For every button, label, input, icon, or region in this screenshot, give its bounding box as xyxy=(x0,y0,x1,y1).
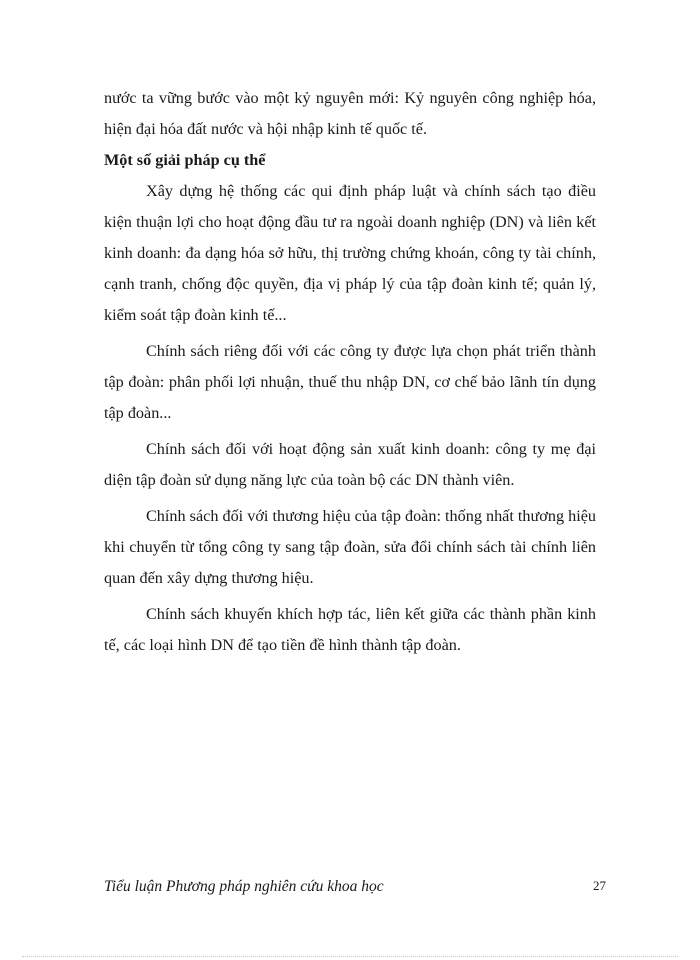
footer-title: Tiểu luận Phương pháp nghiên cứu khoa học xyxy=(104,878,384,895)
continuation-paragraph: nước ta vững bước vào một kỷ nguyên mới: Kỷ nguyên công nghiệp hóa, hiện đại hóa đất nước và hội nhập kinh tế quốc tế. xyxy=(104,89,596,138)
document-body xyxy=(104,83,596,666)
paragraph-legal-framework: Xây dựng hệ thống các qui định pháp luật và chính sách tạo điều kiện thuận lợi cho hoạt động đầu tư ra ngoài doanh nghiệp (DN) và liên kết kinh doanh: đa dạng hóa sở hữu, thị trường chứng khoán, công ty tài chính, cạnh tranh, chống độc quyền, địa vị pháp lý của tập đoàn kinh tế; quản lý, kiểm soát tập đoàn kinh tế... xyxy=(104,182,596,324)
section-heading: Một số giải pháp cụ thể xyxy=(104,151,266,169)
paragraph-brand-policy: Chính sách đối với thương hiệu của tập đoàn: thống nhất thương hiệu khi chuyển từ tổng công ty sang tập đoàn, sửa đổi chính sách tài chính liên quan đến xây dựng thương hiệu. xyxy=(104,507,596,587)
paragraph-business-operations-policy: Chính sách đối với hoạt động sản xuất kinh doanh: công ty mẹ đại diện tập đoàn sử dụng năng lực của toàn bộ các DN thành viên. xyxy=(104,440,596,489)
paragraph-cooperation-policy: Chính sách khuyến khích hợp tác, liên kết giữa các thành phần kinh tế, các loại hình DN để tạo tiền đề hình thành tập đoàn. xyxy=(104,605,596,654)
page-footer xyxy=(104,878,606,902)
paragraph-selected-companies-policy: Chính sách riêng đối với các công ty được lựa chọn phát triển thành tập đoàn: phân phối lợi nhuận, thuế thu nhập DN, cơ chế bảo lãnh tín dụng tập đoàn... xyxy=(104,342,596,422)
page-number: 27 xyxy=(593,878,606,893)
bottom-divider xyxy=(22,956,678,957)
